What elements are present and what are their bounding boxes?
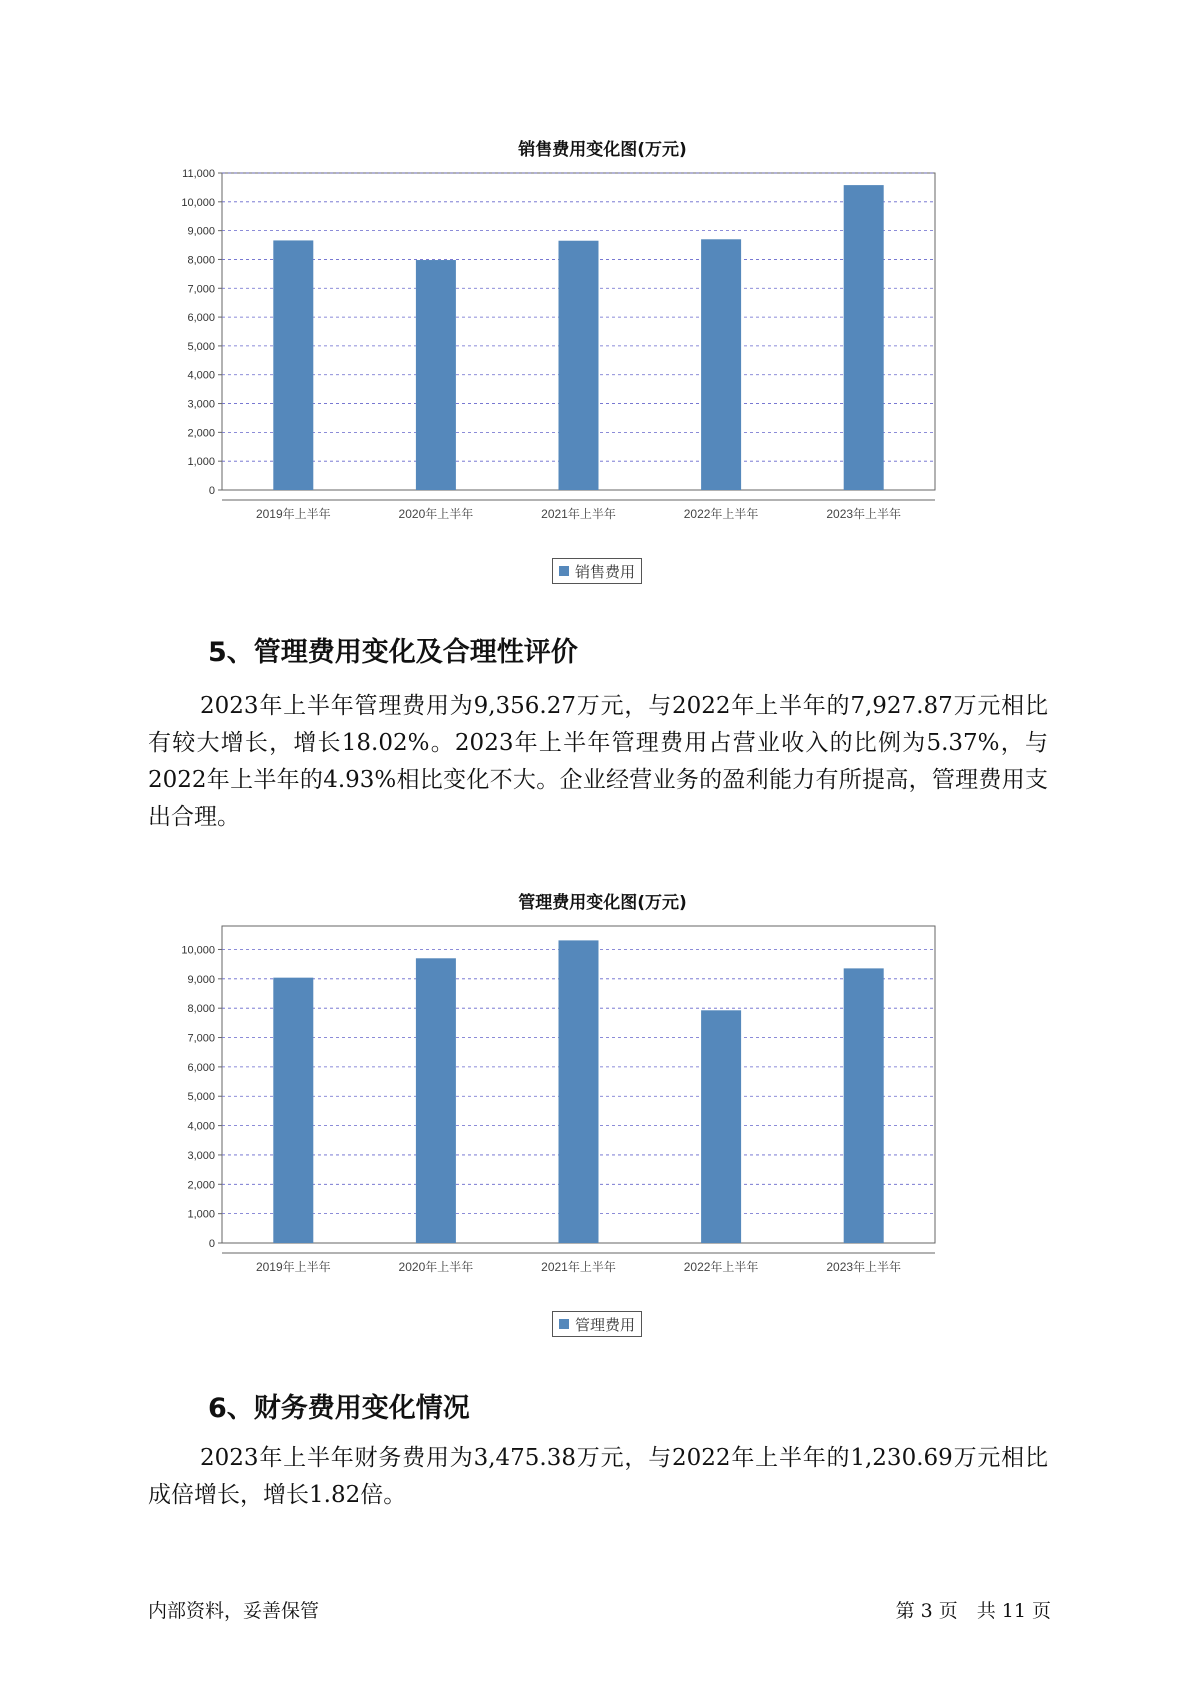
- y-tick-label: 3,000: [187, 398, 215, 411]
- admin-expense-chart: [160, 888, 1045, 1358]
- footer-page-number: 第 3 页 共 11 页: [895, 1600, 1051, 1622]
- bar: [416, 958, 456, 1243]
- legend-swatch: [559, 566, 569, 576]
- x-tick-label: 2021年上半年: [541, 1260, 616, 1274]
- bar: [559, 940, 599, 1243]
- bar: [559, 241, 599, 490]
- chart-title: 管理费用变化图(万元): [518, 893, 687, 913]
- chart-plot: [160, 163, 1045, 553]
- x-tick-label: 2022年上半年: [683, 1260, 759, 1274]
- y-tick-label: 10,000: [181, 944, 215, 957]
- legend-label: 管理费用: [575, 1315, 636, 1334]
- section-5-heading: 5、管理费用变化及合理性评价: [208, 637, 578, 668]
- y-tick-label: 9,000: [187, 973, 215, 986]
- bar: [273, 978, 313, 1243]
- section-6-paragraph: 2023年上半年财务费用为3,475.38万元，与2022年上半年的1,230.69万元相比成倍增长，增长1.82倍。: [148, 1445, 1048, 1508]
- y-tick-label: 4,000: [187, 1120, 215, 1133]
- x-tick-label: 2019年上半年: [255, 507, 331, 521]
- footer-confidential-note: 内部资料，妥善保管: [148, 1600, 320, 1622]
- y-tick-label: 9,000: [187, 225, 215, 238]
- y-tick-label: 1,000: [187, 1208, 215, 1221]
- bar: [844, 185, 884, 490]
- y-tick-label: 5,000: [187, 340, 215, 353]
- y-tick-label: 2,000: [187, 1179, 215, 1192]
- y-tick-label: 4,000: [187, 369, 215, 382]
- sales-expense-chart: [160, 135, 1045, 605]
- y-tick-label: 5,000: [187, 1091, 215, 1104]
- section-6-heading: 6、财务费用变化情况: [208, 1393, 470, 1424]
- x-tick-label: 2022年上半年: [683, 507, 759, 521]
- y-tick-label: 3,000: [187, 1149, 215, 1162]
- chart-legend: [552, 1311, 642, 1337]
- section-5-paragraph: 2023年上半年管理费用为9,356.27万元，与2022年上半年的7,927.87万元相比有较大增长，增长18.02%。2023年上半年管理费用占营业收入的比例为5.37%，与2022年上半年的4.93%相比变化不大。企业经营业务的盈利能力有所提高，管理费用支出合理。: [148, 693, 1048, 830]
- x-tick-label: 2020年上半年: [398, 507, 474, 521]
- chart-title: 销售费用变化图(万元): [518, 140, 687, 160]
- y-tick-label: 7,000: [187, 283, 215, 296]
- bar: [701, 239, 741, 490]
- y-tick-label: 0: [208, 485, 215, 497]
- y-tick-label: 7,000: [187, 1032, 215, 1045]
- y-tick-label: 8,000: [187, 1003, 215, 1016]
- bar: [416, 260, 456, 490]
- chart-legend: [552, 558, 642, 584]
- y-tick-label: 8,000: [187, 254, 215, 267]
- y-tick-label: 11,000: [182, 168, 215, 180]
- y-tick-label: 1,000: [187, 456, 215, 469]
- y-tick-label: 10,000: [181, 196, 215, 209]
- bar: [844, 968, 884, 1243]
- legend-label: 销售费用: [575, 562, 636, 581]
- chart-plot: [160, 916, 1045, 1306]
- bar: [701, 1010, 741, 1243]
- y-tick-label: 6,000: [187, 1061, 215, 1074]
- x-tick-label: 2023年上半年: [826, 1260, 902, 1274]
- x-tick-label: 2019年上半年: [255, 1260, 331, 1274]
- x-tick-label: 2023年上半年: [826, 507, 902, 521]
- x-tick-label: 2021年上半年: [541, 507, 616, 521]
- y-tick-label: 6,000: [187, 312, 215, 325]
- legend-swatch: [559, 1319, 569, 1329]
- bar: [273, 240, 313, 490]
- y-tick-label: 0: [208, 1238, 215, 1250]
- x-tick-label: 2020年上半年: [398, 1260, 474, 1274]
- y-tick-label: 2,000: [187, 427, 215, 440]
